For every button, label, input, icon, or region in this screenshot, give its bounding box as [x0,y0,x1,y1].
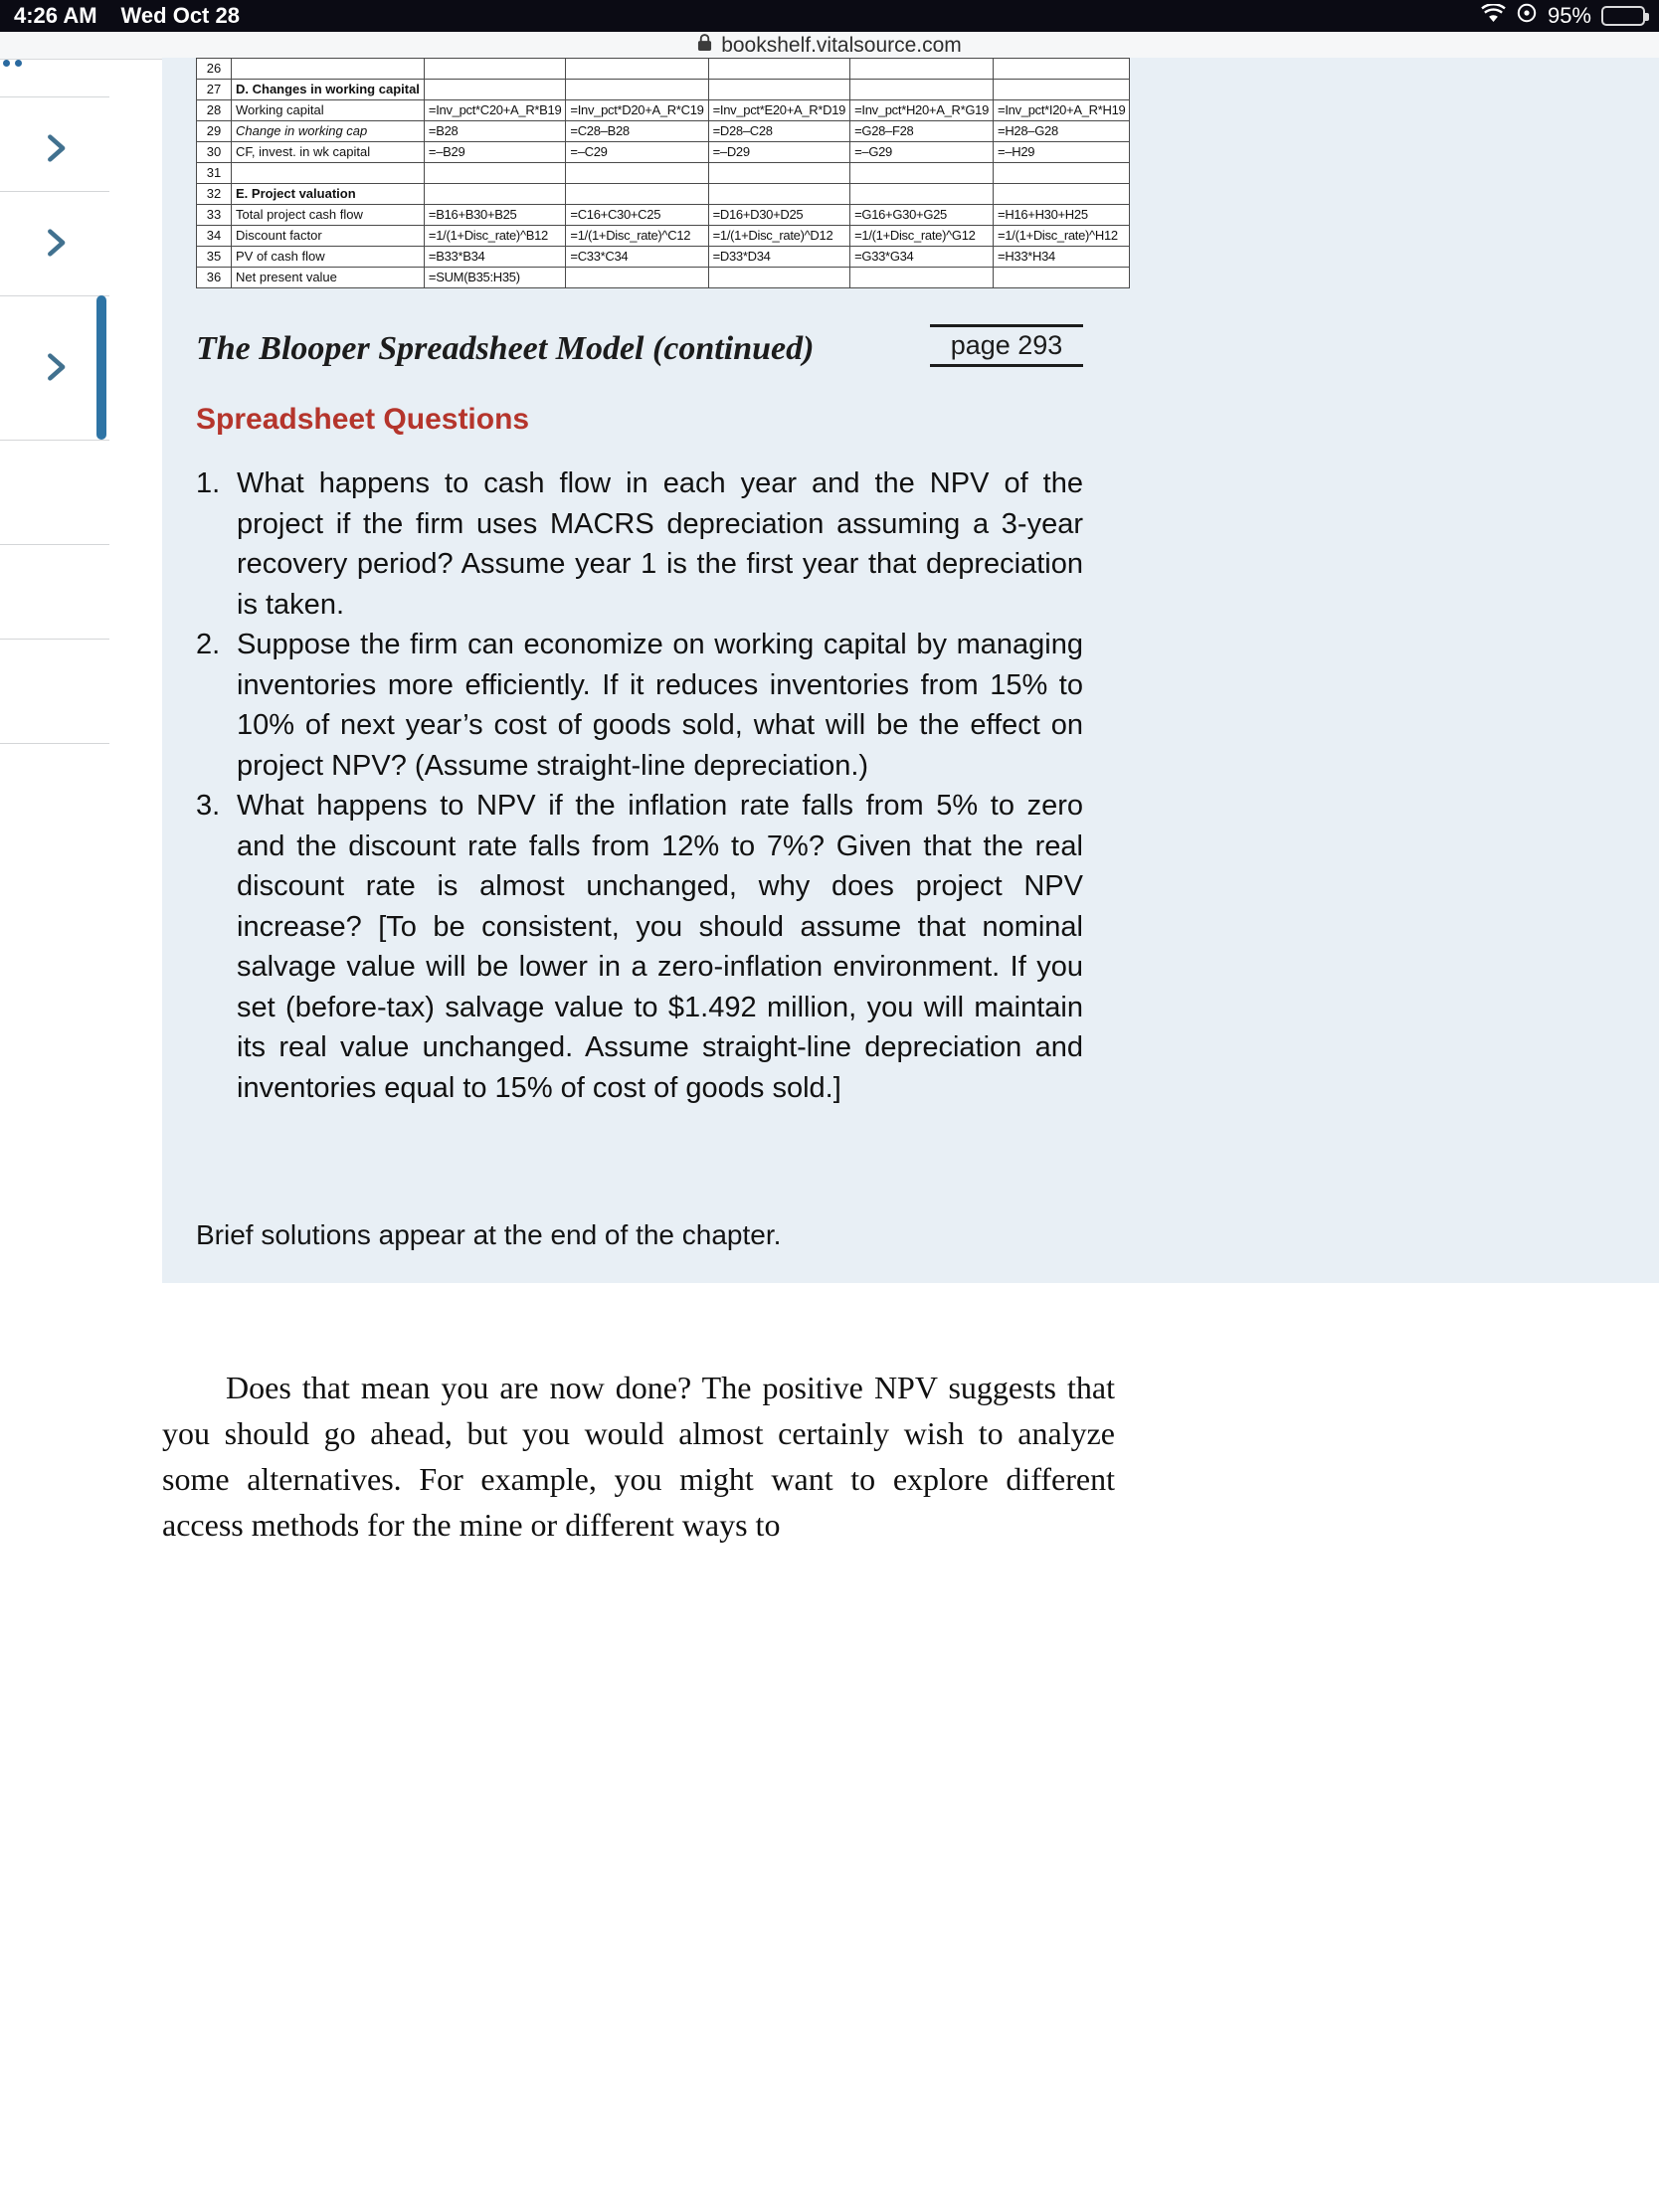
divider [0,743,109,744]
question-text: What happens to cash flow in each year and the NPV of the project if the firm uses MACRS depreciation assuming a 3-year recovery period? Assume year 1 is the first year that depreciation is taken. [237,467,1083,621]
formula-cell: =–B29 [424,142,565,163]
row-number: 36 [197,268,232,288]
spreadsheet-row [197,268,1130,288]
question-text: What happens to NPV if the inflation rate falls from 5% to zero and the discount rate falls from 12% to 7%? Given that the real discount rate is almost unchanged, why does project NPV increase? [To be consistent, you should assume that nominal salvage value will be lower in a zero-inflation environment. If you set (before-tax) salvage value to $1.492 million, you will maintain its real value unchanged. Assume straight-line depreciation and inventories equal to 15% of cost of goods sold.] [237,790,1083,1104]
formula-cell: =B16+B30+B25 [424,205,565,226]
question-text: Suppose the firm can economize on working capital by managing inventories more efficiently. If it reduces inventories from 15% to 10% of next year’s cost of goods sold, what will be the effect on project NPV? (Assume straight-line depreciation.) [237,629,1083,782]
formula-cell [424,184,565,205]
divider [0,440,109,441]
rotation-lock-icon [1516,2,1538,30]
questions-list [196,463,1083,1108]
formula-cell: =Inv_pct*I20+A_R*H19 [994,100,1130,121]
sidebar-dots [3,60,22,67]
row-number: 28 [197,100,232,121]
formula-cell [566,80,708,100]
url-text: bookshelf.vitalsource.com [721,33,962,57]
spreadsheet-row [197,184,1130,205]
row-label: Net present value [232,268,425,288]
chevron-right-icon[interactable] [38,131,74,167]
formula-cell: =1/(1+Disc_rate)^D12 [708,226,849,247]
formula-cell [850,163,994,184]
formula-cell [708,184,849,205]
formula-cell [708,59,849,80]
sidebar [0,60,109,2212]
spreadsheet-row [197,121,1130,142]
question-number: 2. [196,629,221,660]
spreadsheet-body [197,59,1130,288]
formula-cell: =Inv_pct*E20+A_R*D19 [708,100,849,121]
formula-cell: =H28–G28 [994,121,1130,142]
formula-cell: =H16+H30+H25 [994,205,1130,226]
formula-cell [850,184,994,205]
formula-cell [850,268,994,288]
spreadsheet-row [197,59,1130,80]
formula-cell: =–G29 [850,142,994,163]
chevron-right-icon[interactable] [38,350,74,386]
divider [0,544,109,545]
formula-cell: =1/(1+Disc_rate)^G12 [850,226,994,247]
spreadsheet-row [197,100,1130,121]
formula-cell [566,163,708,184]
spreadsheet-figure [196,58,1130,288]
spreadsheet-row [197,226,1130,247]
formula-cell: =1/(1+Disc_rate)^B12 [424,226,565,247]
formula-cell: =Inv_pct*H20+A_R*G19 [850,100,994,121]
formula-cell: =–D29 [708,142,849,163]
formula-cell [566,268,708,288]
formula-cell: =D33*D34 [708,247,849,268]
spreadsheet-row [197,163,1130,184]
formula-cell: =G16+G30+G25 [850,205,994,226]
formula-cell: =G33*G34 [850,247,994,268]
formula-cell [566,184,708,205]
status-bar [0,0,1659,32]
status-time: 4:26 AM [14,3,97,28]
row-label [232,163,425,184]
divider [0,639,109,640]
row-number: 27 [197,80,232,100]
formula-cell: =Inv_pct*D20+A_R*C19 [566,100,708,121]
question-item [196,625,1083,786]
row-label: Discount factor [232,226,425,247]
formula-cell: =Inv_pct*C20+A_R*B19 [424,100,565,121]
row-label: Change in working cap [232,121,425,142]
spreadsheet-row [197,80,1130,100]
row-number: 31 [197,163,232,184]
row-number: 29 [197,121,232,142]
formula-cell: =1/(1+Disc_rate)^H12 [994,226,1130,247]
formula-cell: =H33*H34 [994,247,1130,268]
formula-cell [994,163,1130,184]
formula-cell: =–H29 [994,142,1130,163]
formula-cell [994,59,1130,80]
formula-cell [424,59,565,80]
solutions-note: Brief solutions appear at the end of the chapter. [196,1219,782,1250]
ebook-page [162,58,1659,1283]
formula-cell [424,80,565,100]
question-number: 1. [196,467,221,499]
row-label: Total project cash flow [232,205,425,226]
spreadsheet-row [197,142,1130,163]
formula-cell [708,268,849,288]
formula-cell [850,80,994,100]
formula-cell: =SUM(B35:H35) [424,268,565,288]
formula-cell: =G28–F28 [850,121,994,142]
row-label: CF, invest. in wk capital [232,142,425,163]
formula-cell [994,268,1130,288]
status-date: Wed Oct 28 [120,3,240,28]
formula-cell: =B33*B34 [424,247,565,268]
question-item [196,463,1083,625]
formula-cell: =–C29 [566,142,708,163]
lock-icon [697,33,712,58]
row-number: 34 [197,226,232,247]
wifi-icon [1481,3,1506,29]
row-number: 26 [197,59,232,80]
formula-cell [850,59,994,80]
browser-url-bar[interactable] [0,32,1659,60]
chevron-right-icon[interactable] [38,226,74,262]
formula-cell: =D28–C28 [708,121,849,142]
row-label [232,59,425,80]
formula-cell: =B28 [424,121,565,142]
battery-percent: 95% [1547,3,1591,28]
formula-cell [708,80,849,100]
formula-cell: =C28–B28 [566,121,708,142]
formula-cell [566,59,708,80]
formula-cell [994,184,1130,205]
row-number: 33 [197,205,232,226]
divider [0,191,109,192]
spreadsheet-row [197,247,1130,268]
formula-cell [994,80,1130,100]
formula-cell: =D16+D30+D25 [708,205,849,226]
divider [0,295,109,296]
battery-icon [1601,6,1645,26]
figure-title: The Blooper Spreadsheet Model (continued) [196,330,815,367]
page-ref: page 293 [930,324,1083,367]
spreadsheet-row [197,205,1130,226]
scroll-indicator[interactable] [96,295,106,440]
section-heading: Spreadsheet Questions [196,403,530,436]
row-number: 30 [197,142,232,163]
formula-cell: =C33*C34 [566,247,708,268]
row-label: D. Changes in working capital [232,80,425,100]
row-number: 35 [197,247,232,268]
question-item [196,786,1083,1108]
row-label: E. Project valuation [232,184,425,205]
row-label: PV of cash flow [232,247,425,268]
divider [0,96,109,97]
question-number: 3. [196,790,221,822]
row-label: Working capital [232,100,425,121]
formula-cell: =1/(1+Disc_rate)^C12 [566,226,708,247]
formula-cell [708,163,849,184]
body-paragraph: Does that mean you are now done? The positive NPV suggests that you should go ahead, but you would almost certainly wish to analyze some alternatives. For example, you might want to explore different access methods for the mine or different ways to [162,1370,1115,1543]
row-number: 32 [197,184,232,205]
formula-cell: =C16+C30+C25 [566,205,708,226]
formula-cell [424,163,565,184]
